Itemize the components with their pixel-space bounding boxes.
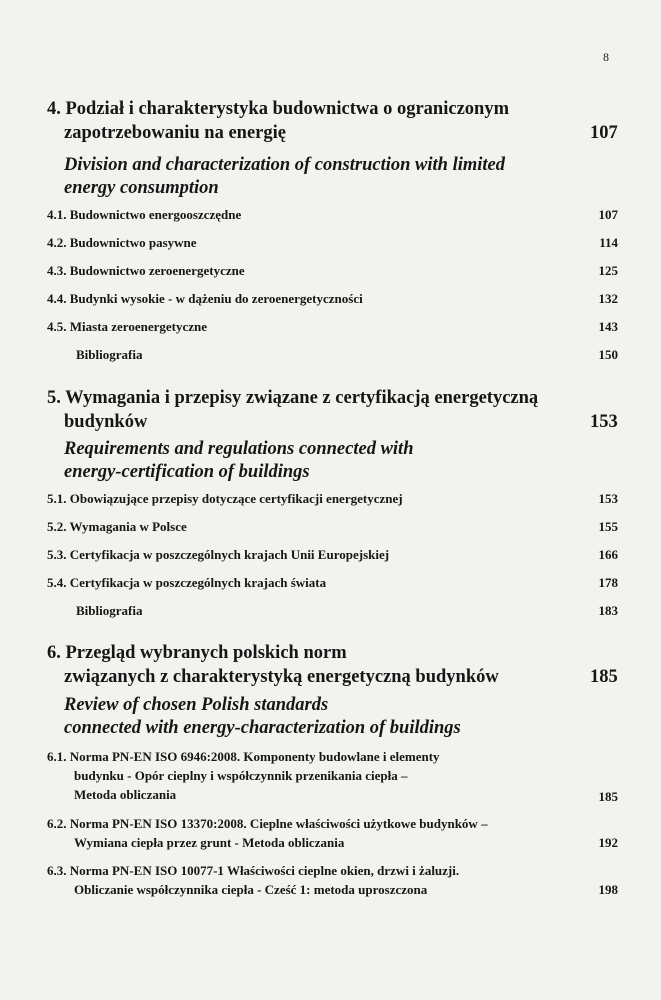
chapter-6-page: 185: [590, 667, 618, 687]
chapter-6-english-line-1: Review of chosen Polish standards: [64, 695, 329, 715]
toc-entry-bibliography: Bibliografia: [76, 603, 143, 618]
chapter-6-title-line-1: 6. Przegląd wybranych polskich norm: [47, 643, 347, 663]
chapter-5-english-line-1: Requirements and regulations connected with: [64, 439, 414, 459]
toc-entry-bibliography: Bibliografia: [76, 347, 143, 362]
toc-entry: 4.1. Budownictwo energooszczędne: [47, 207, 242, 222]
chapter-5-page: 153: [590, 412, 618, 432]
toc-entry-page: 166: [598, 547, 618, 562]
toc-entry: 4.2. Budownictwo pasywne: [47, 235, 197, 250]
toc-entry-line: 6.1. Norma PN-EN ISO 6946:2008. Komponenty budowlane i elementy: [47, 749, 440, 764]
page-number: 8: [603, 50, 609, 64]
toc-entry-line: 6.2. Norma PN-EN ISO 13370:2008. Cieplne właściwości użytkowe budynków –: [47, 816, 488, 831]
chapter-6-title-line-2: związanych z charakterystyką energetyczną budynków: [64, 667, 499, 687]
chapter-4-page: 107: [590, 123, 618, 143]
toc-entry: 5.4. Certyfikacja w poszczególnych krajach świata: [47, 575, 327, 590]
toc-entry-page: 132: [598, 291, 618, 306]
toc-entry-page: 114: [599, 235, 618, 250]
toc-entry-line: budynku - Opór cieplny i współczynnik przenikania ciepła –: [74, 768, 408, 783]
chapter-5-title-line-1: 5. Wymagania i przepisy związane z certyfikacją energetyczną: [47, 388, 539, 408]
toc-entry-line: 6.3. Norma PN-EN ISO 10077-1 Właściwości cieplne okien, drzwi i żaluzji.: [47, 863, 460, 878]
toc-entry-page: 125: [598, 263, 618, 278]
toc-entry-page: 192: [598, 835, 618, 850]
chapter-5-title-line-2: budynków: [64, 412, 148, 432]
toc-entry: 5.3. Certyfikacja w poszczególnych krajach Unii Europejskiej: [47, 547, 390, 562]
toc-entry-page: 178: [598, 575, 618, 590]
chapter-4-english-line-2: energy consumption: [64, 178, 219, 198]
toc-entry-page: 185: [598, 789, 618, 804]
chapter-4-title-line-1: 4. Podział i charakterystyka budownictwa o ograniczonym: [47, 99, 509, 119]
toc-entry-page: 143: [598, 319, 618, 334]
toc-entry-page: 198: [598, 882, 618, 897]
chapter-4-english-line-1: Division and characterization of construction with limited: [64, 155, 505, 175]
toc-entry: 4.3. Budownictwo zeroenergetyczne: [47, 263, 245, 278]
toc-entry: 5.1. Obowiązujące przepisy dotyczące certyfikacji energetycznej: [47, 491, 403, 506]
toc-entry: 4.5. Miasta zeroenergetyczne: [47, 319, 208, 334]
toc-entry-page: 107: [598, 207, 618, 222]
chapter-6-english-line-2: connected with energy-characterization of buildings: [64, 718, 461, 738]
toc-entry-page: 153: [598, 491, 618, 506]
toc-entry-line: Wymiana ciepła przez grunt - Metoda obliczania: [74, 835, 345, 850]
chapter-5-english-line-2: energy-certification of buildings: [64, 462, 310, 482]
toc-entry-page: 155: [598, 519, 618, 534]
toc-entry-line: Metoda obliczania: [74, 787, 177, 802]
toc-entry: 5.2. Wymagania w Polsce: [47, 519, 187, 534]
toc-entry-page: 183: [598, 603, 618, 618]
toc-entry-line: Obliczanie współczynnika ciepła - Cześć 1: metoda uproszczona: [74, 882, 428, 897]
toc-entry: 4.4. Budynki wysokie - w dążeniu do zeroenergetyczności: [47, 291, 363, 306]
chapter-4-title-line-2: zapotrzebowaniu na energię: [64, 123, 286, 143]
toc-entry-page: 150: [598, 347, 618, 362]
